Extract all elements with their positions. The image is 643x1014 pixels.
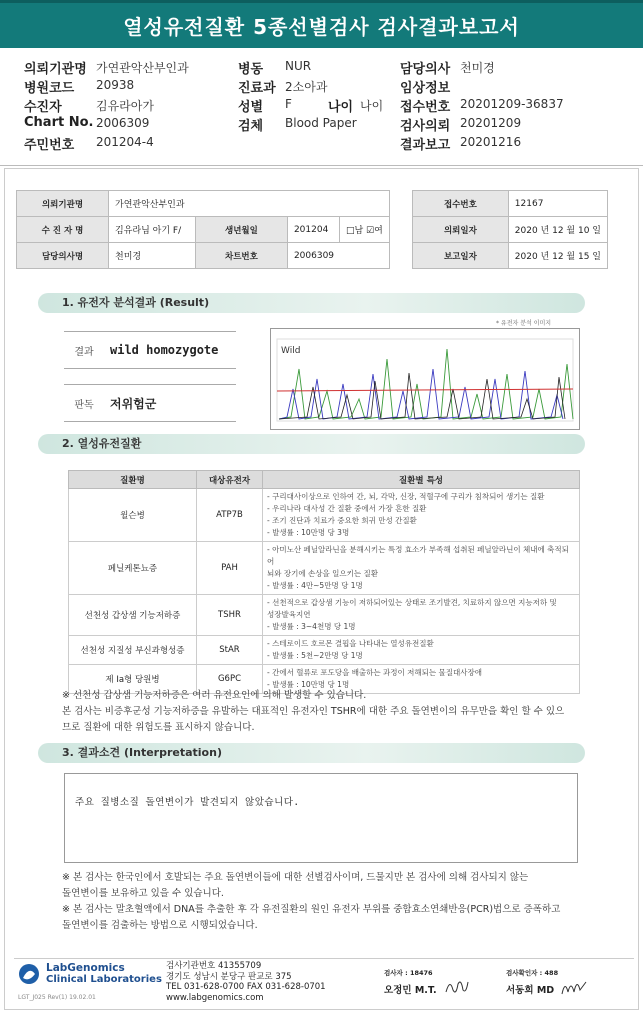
note-line: ※ 본 검사는 말초혈액에서 DNA를 추출한 후 각 유전질환의 원인 유전자 부위를 중합효소연쇄반응(PCR)법으로 증폭하고 (62, 904, 561, 915)
disease-desc-line: - 선천적으로 갑상샘 기능이 저하되어있는 상태로 조기발견, 치료하지 않으면 지능저하 및 (267, 598, 557, 607)
disease-desc-line: - 조기 진단과 치료가 중요한 희귀 만성 간질환 (267, 516, 417, 525)
disease-desc-line: 뇌와 장기에 손상을 일으키는 질환 (267, 569, 378, 578)
info-patient: 김유라님 아기 F/ (109, 217, 196, 243)
table-row (69, 595, 580, 636)
chart-wild-label: Wild (281, 346, 301, 356)
disease-desc-line: 성장발육지연 (267, 610, 311, 619)
header-label: 병원코드 (24, 81, 75, 96)
column-header: 질환명 (69, 471, 197, 489)
note-line: 본 검사는 비증후군성 기능저하증을 유발하는 대표적인 유전자인 TSHR에 대한 주요 돌연변이의 유무만을 확인 할 수 있으 (62, 706, 565, 717)
patient-info-table (16, 190, 390, 269)
info-birth: 201204 (287, 217, 339, 243)
disease-desc-line: - 구리대사이상으로 인하여 간, 뇌, 각막, 신장, 적혈구에 구리가 침착되어 생기는 질환 (267, 492, 545, 501)
header-value: 201204-4 (96, 135, 154, 149)
section-interpretation-header: 3. 결과소견 (Interpretation) (38, 743, 585, 763)
disease-name: 윌슨병 (69, 489, 197, 542)
note-line: ※ 본 검사는 한국인에서 호발되는 주요 돌연변이들에 대한 선별검사이며, 드물지만 본 검사에 의해 검사되지 않는 (62, 872, 529, 883)
judgement-label: 판독 (74, 399, 94, 411)
note-line: 돌연변이를 보유하고 있을 수 있습니다. (62, 888, 224, 899)
note-line: 므로 질환에 대한 위험도를 표시하지 않습니다. (62, 722, 255, 733)
section-disease-header: 2. 열성유전질환 (38, 434, 585, 454)
header-value: 20201216 (460, 135, 522, 149)
note-line: ※ 선천성 갑상샘 기능저하증은 여러 유전요인에 의해 발생할 수 있습니다. (62, 690, 367, 701)
info-label: 보고일자 (413, 243, 509, 269)
disease-desc-line: - 발생률 : 10만명 당 1명 (267, 680, 350, 689)
header-value: 20201209-36837 (460, 97, 564, 111)
result-row (64, 331, 236, 369)
note-line: 돌연변이를 검출하는 방법으로 시행되었습니다. (62, 920, 258, 931)
header-value: 나이 (360, 99, 384, 113)
confirmer-label: 검사확인자 : 488 (506, 969, 559, 977)
receipt-info-table (412, 190, 608, 269)
checker-name: 오정민 M.T. (384, 985, 437, 996)
header-value: 천미경 (460, 61, 495, 75)
header-label: 접수번호 (400, 100, 451, 115)
disease-name: 선천성 지질성 부신과형성증 (69, 636, 197, 665)
confirmer-signature (560, 976, 588, 998)
info-inst: 가연관악산부인과 (109, 191, 390, 217)
header-value: 가연관악산부인과 (96, 61, 189, 75)
disease-desc-line: - 발생률 : 5천~2만명 당 1명 (267, 651, 363, 660)
info-label: 수 진 자 명 (17, 217, 109, 243)
confirmer-name: 서동희 MD (506, 985, 555, 996)
lab-id: 검사기관번호 41355709 (166, 961, 262, 971)
disease-name: 선천성 갑상샘 기능저하증 (69, 595, 197, 636)
interpretation-box: 주요 질병소질 돌연변이가 발견되지 않았습니다. (64, 773, 578, 863)
header-value: 2006309 (96, 116, 150, 130)
tshr-note (62, 688, 564, 736)
header-label: 주민번호 (24, 138, 75, 153)
logo-icon (18, 963, 40, 985)
logo-subname: Clinical Laboratories (46, 974, 162, 985)
lab-phone: TEL 031-628-0700 FAX 031-628-0701 (166, 982, 326, 992)
info-doctor: 천미경 (109, 243, 196, 269)
section-result-header: 1. 유전자 분석결과 (Result) (38, 293, 585, 313)
info-label: 의뢰일자 (413, 217, 509, 243)
header-value: F (285, 97, 292, 111)
table-row (69, 636, 580, 665)
column-header: 대상유전자 (197, 471, 263, 489)
header-value: 20938 (96, 78, 135, 92)
disease-gene: G6PC (197, 665, 263, 694)
disease-desc-line: - 아미노산 페닐알라닌을 분해시키는 특정 효소가 부족해 섭취된 페닐알라닌이 체내에 축적되어 (267, 545, 569, 566)
judgement-value: 저위험군 (110, 396, 157, 411)
info-label: 의뢰기관명 (17, 191, 109, 217)
info-label: 담당의사명 (17, 243, 109, 269)
info-label: 차트번호 (195, 243, 287, 269)
header-label: 나이 (328, 100, 354, 115)
disease-desc-line: - 간에서 혈류로 포도당을 배출하는 과정이 저해되는 물질대사장애 (267, 668, 483, 677)
info-label: 생년월일 (195, 217, 287, 243)
form-code: LGT_J025 Rev(1) 19.02.01 (18, 994, 96, 1001)
disease-name: 제 Ia형 당원병 (69, 665, 197, 694)
chart-note: * 유전자 분석 이미지 (496, 320, 552, 327)
header-value: 20201209 (460, 116, 522, 130)
method-note (62, 870, 560, 934)
checker-signature (444, 976, 470, 998)
header-value: Blood Paper (285, 116, 357, 130)
disease-desc-line: - 발생률 : 3~4천명 당 1명 (267, 622, 356, 631)
disease-desc-line: - 발생률 : 4만~5만명 당 1명 (267, 581, 363, 590)
lab-address: 경기도 성남시 분당구 판교로 375 (166, 971, 292, 982)
logo-name: LabGenomics (46, 962, 125, 974)
disease-desc-line: - 우리나라 대사성 간 질환 중에서 가장 흔한 질환 (267, 504, 427, 513)
header-label: 검사의뢰 (400, 119, 451, 134)
judgement-row (64, 384, 236, 422)
report-title-bar (0, 0, 643, 48)
header-label: 수진자 (24, 100, 62, 115)
table-row (69, 542, 580, 595)
electropherogram-image (270, 328, 580, 430)
header-label: 검체 (238, 119, 264, 134)
checker-label: 검사자 : 18476 (384, 969, 433, 977)
header-label: Chart No. (24, 115, 94, 130)
lab-website: www.labgenomics.com (166, 992, 264, 1003)
result-value: wild homozygote (110, 343, 219, 357)
labgenomics-logo (18, 962, 162, 986)
info-chart: 2006309 (287, 243, 389, 269)
disease-name: 페닐케톤뇨증 (69, 542, 197, 595)
info-gender: □남 ☑여 (340, 217, 390, 243)
info-report-date: 2020 년 12 월 15 일 (508, 243, 607, 269)
column-header: 질환별 특성 (263, 471, 580, 489)
info-label: 접수번호 (413, 191, 509, 217)
report-header (0, 54, 643, 166)
header-label: 진료과 (238, 81, 276, 96)
header-value: NUR (285, 59, 312, 73)
header-value: 2소아과 (285, 80, 328, 94)
table-row (69, 489, 580, 542)
result-label: 결과 (74, 346, 94, 358)
header-label: 임상정보 (400, 81, 451, 96)
footer-divider (14, 958, 634, 959)
disease-gene: TSHR (197, 595, 263, 636)
header-label: 담당의사 (400, 62, 451, 77)
disease-desc-line: - 발생률 : 10만명 당 3명 (267, 528, 350, 537)
header-label: 의뢰기관명 (24, 62, 87, 77)
header-value: 김유라아가 (96, 99, 154, 113)
lab-address-block (166, 961, 326, 1003)
electropherogram-trace (271, 329, 579, 429)
info-receipt: 12167 (508, 191, 607, 217)
header-label: 결과보고 (400, 138, 451, 153)
disease-table (68, 470, 580, 694)
info-req-date: 2020 년 12 월 10 일 (508, 217, 607, 243)
disease-gene: PAH (197, 542, 263, 595)
disease-desc-line: - 스테로이드 호르몬 결핍을 나타내는 열성유전질환 (267, 639, 434, 648)
disease-gene: ATP7B (197, 489, 263, 542)
disease-gene: StAR (197, 636, 263, 665)
header-label: 성별 (238, 100, 264, 115)
header-label: 병동 (238, 62, 264, 77)
report-title: 열성유전질환 5종선별검사 검사결과보고서 (123, 15, 520, 39)
